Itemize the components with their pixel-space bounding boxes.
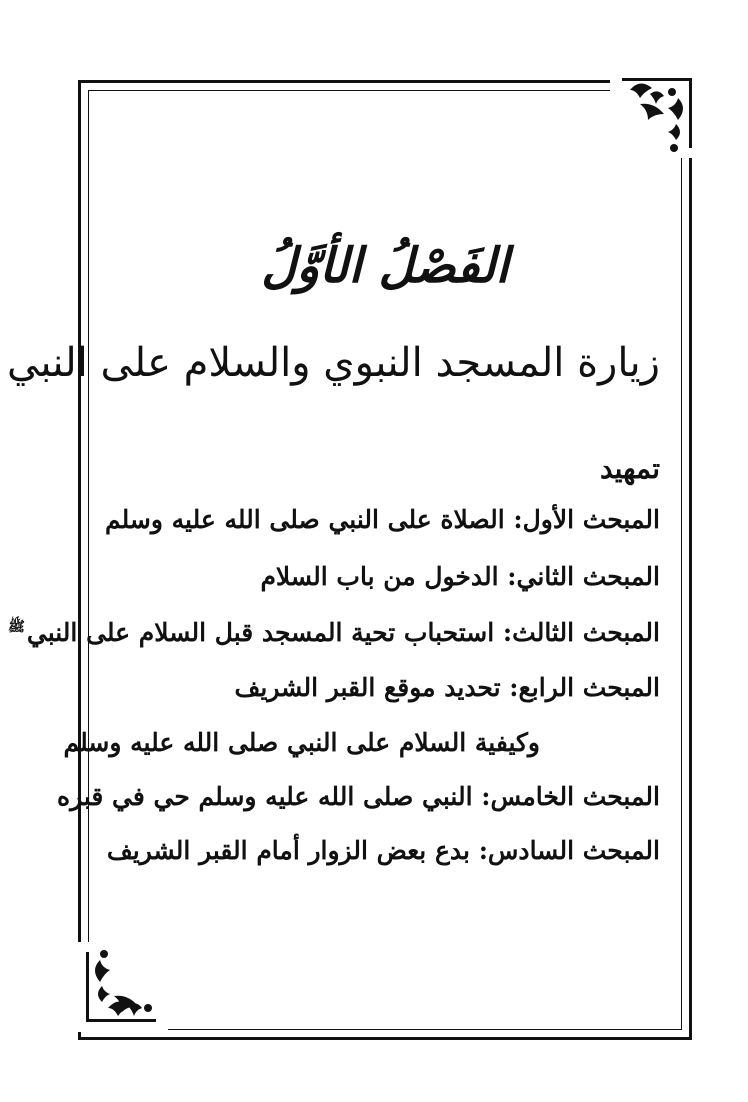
intro-heading: تمهيد bbox=[599, 452, 660, 485]
section-label: المبحث الرابع: bbox=[509, 673, 660, 702]
floral-ornament-icon bbox=[610, 68, 700, 158]
section-item bbox=[110, 562, 660, 591]
section-item bbox=[56, 782, 660, 811]
salutation-seal: ﷺ bbox=[7, 619, 25, 635]
section-item bbox=[106, 836, 660, 865]
section-text: الدخول من باب السلام bbox=[260, 562, 499, 591]
chapter-title-text: زيارة المسجد النبوي والسلام على النبي bbox=[7, 340, 660, 386]
section-continuation: وكيفية السلام على النبي صلى الله عليه وسلم bbox=[63, 728, 540, 757]
section-text: تحديد موقع القبر الشريف bbox=[234, 673, 501, 702]
section-text: النبي صلى الله عليه وسلم حي في قبره bbox=[56, 782, 473, 811]
chapter-title bbox=[7, 340, 660, 386]
section-label: المبحث الأول: bbox=[513, 505, 660, 534]
section-label: المبحث السادس: bbox=[478, 836, 660, 865]
floral-ornament-icon bbox=[78, 942, 168, 1032]
section-item bbox=[7, 618, 660, 647]
section-label: المبحث الخامس: bbox=[481, 782, 660, 811]
section-text: الصلاة على النبي صلى الله عليه وسلم bbox=[104, 505, 505, 534]
section-item bbox=[110, 673, 660, 702]
section-text: بدع بعض الزوار أمام القبر الشريف bbox=[106, 836, 470, 865]
section-text: استحباب تحية المسجد قبل السلام على النبي bbox=[26, 618, 495, 647]
section-item bbox=[104, 505, 660, 534]
chapter-label: الفَصْلُ الأوَّلُ bbox=[261, 238, 509, 294]
section-label: المبحث الثالث: bbox=[502, 618, 660, 647]
page-border-inner bbox=[63, 90, 682, 1030]
section-label: المبحث الثاني: bbox=[507, 562, 660, 591]
